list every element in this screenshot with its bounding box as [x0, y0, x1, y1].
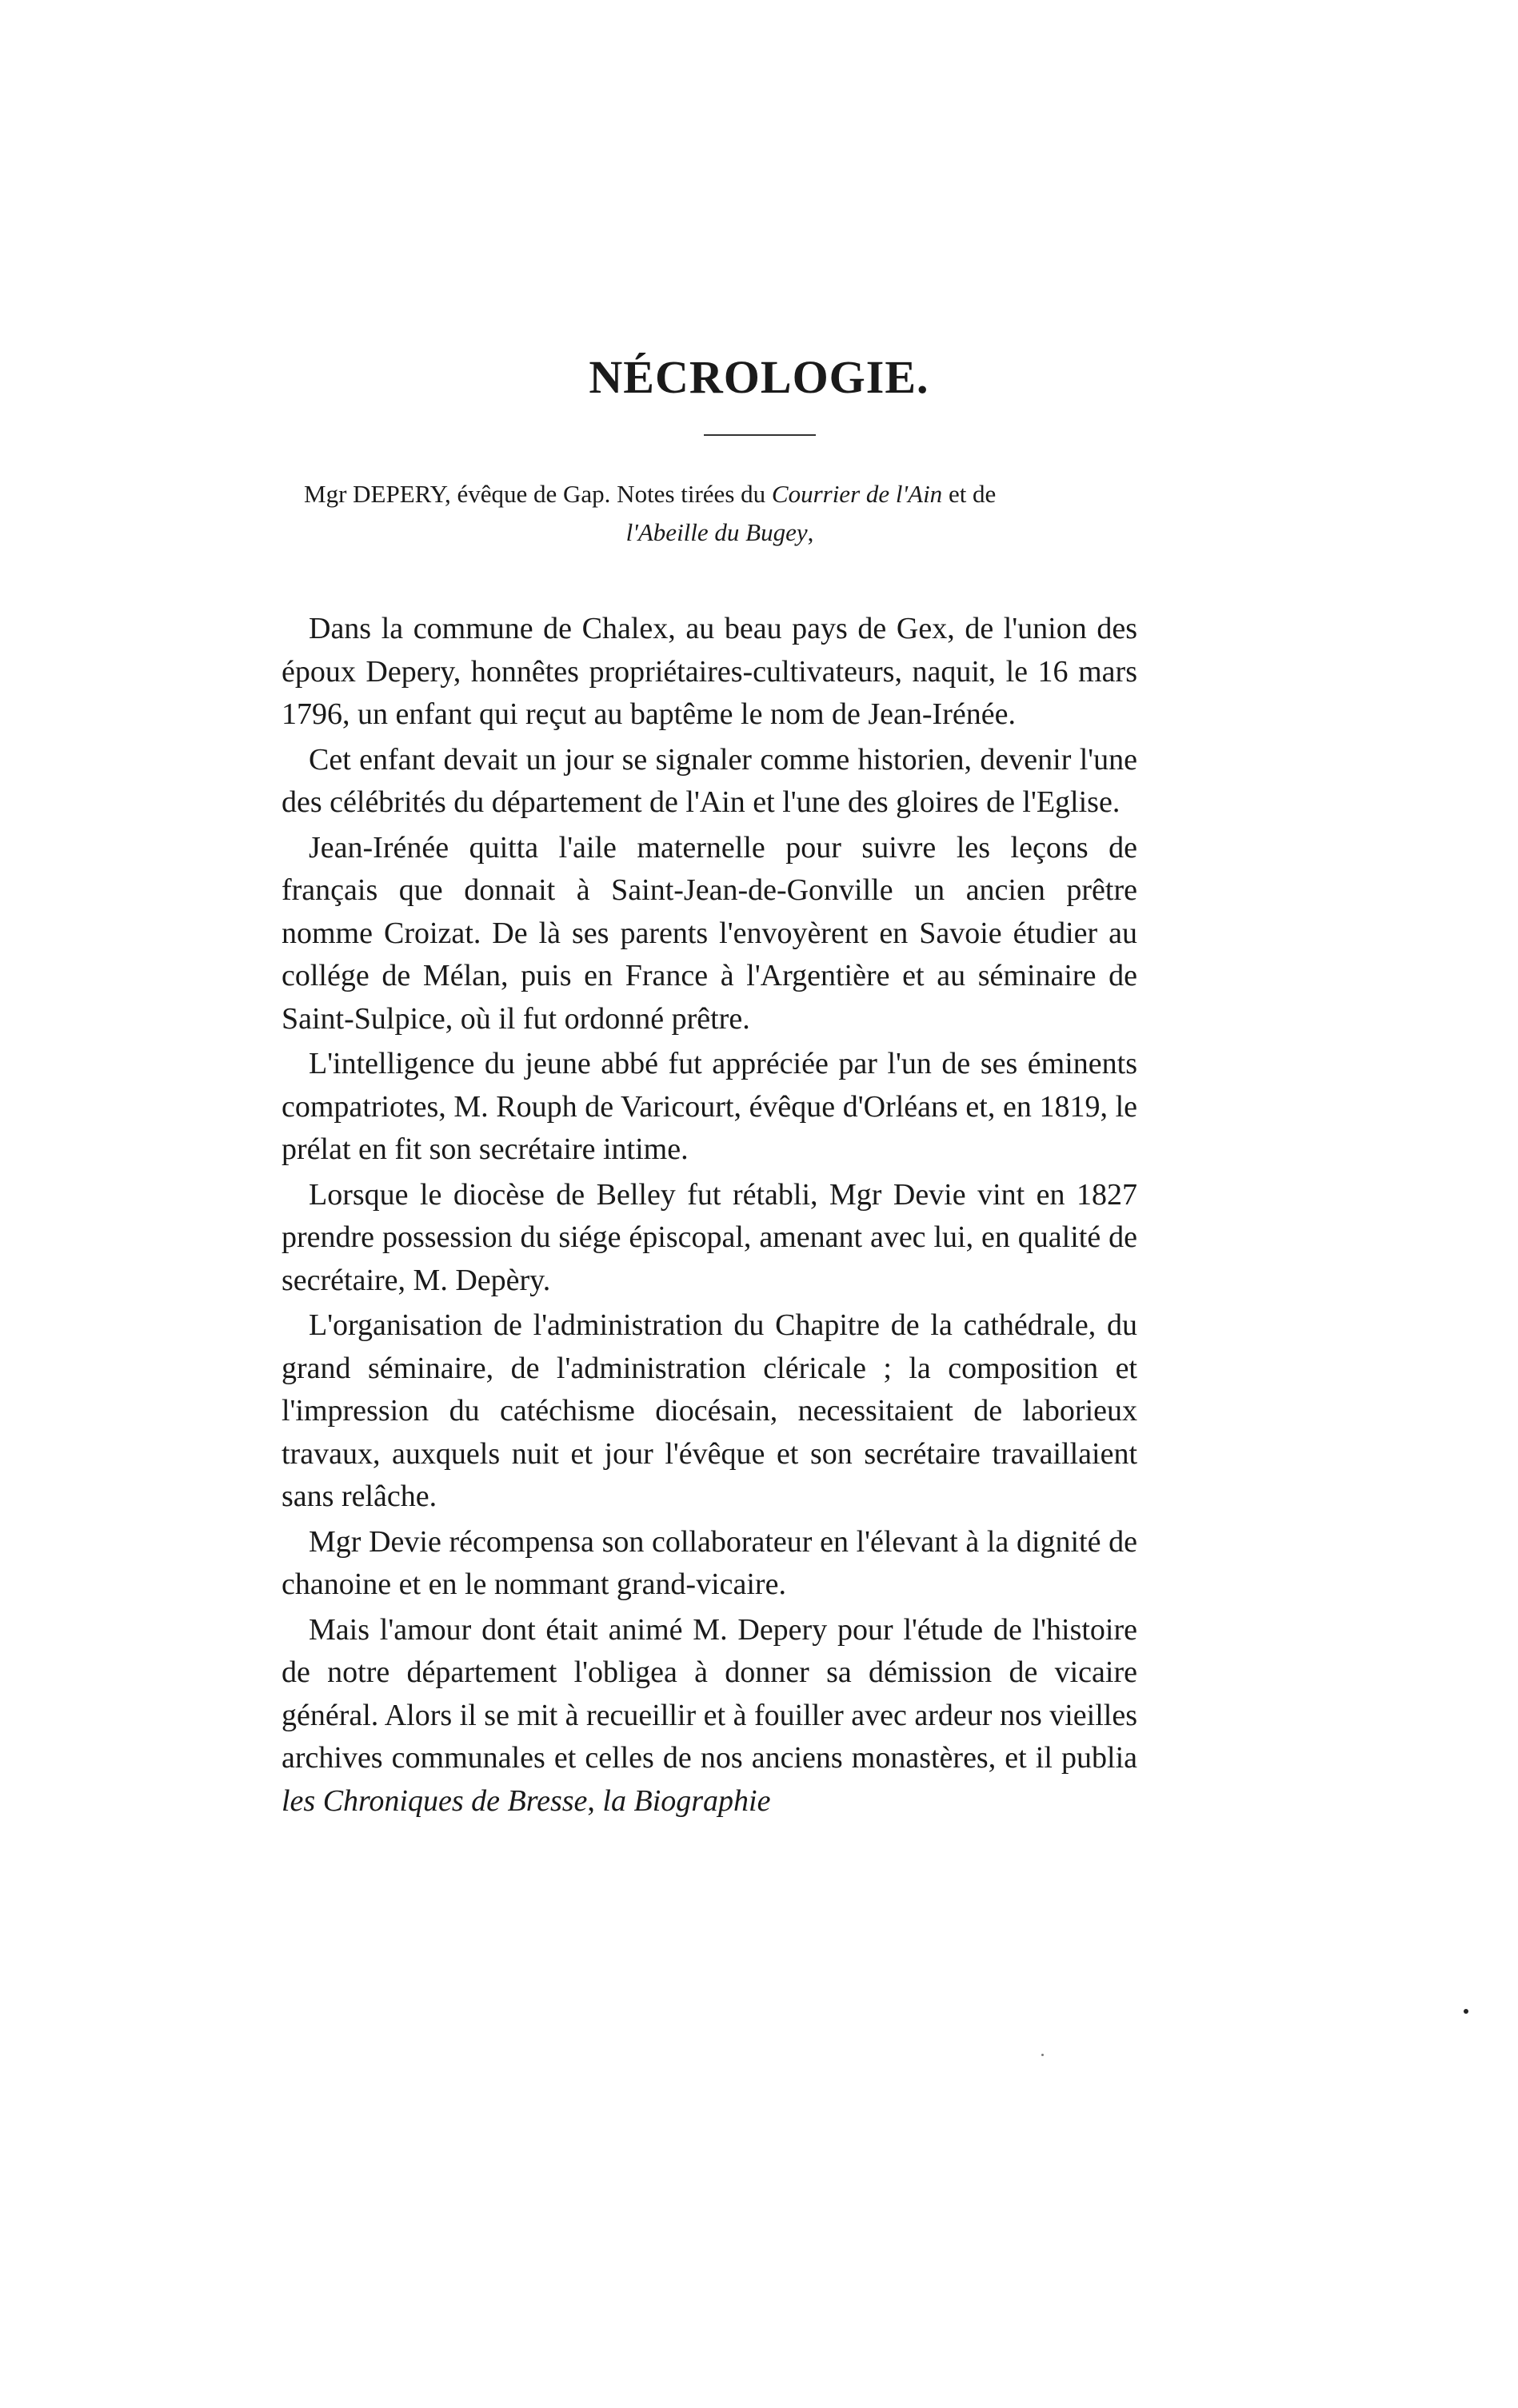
article-subtitle — [304, 475, 1136, 552]
paragraph-8-text: Mais l'amour dont était animé M. Depery pour l'étude de l'histoire de notre département l'obligea à donner sa démission de vicaire général. Alors il se mit à recueillir et à fouiller avec ardeur nos vieilles archives communales et celles de nos anciens monastères, et il publia — [282, 1612, 1137, 1775]
paragraph-8 — [282, 1609, 1137, 1823]
title-biographie: la Biographie — [602, 1783, 771, 1818]
subtitle-text: Mgr DEPERY, évêque de Gap. Notes tirées du — [304, 480, 772, 508]
title-rule — [704, 434, 816, 436]
subtitle-source-abeille: l'Abeille du Bugey — [625, 518, 808, 546]
subtitle-source-courrier: Courrier de l'Ain — [771, 480, 943, 508]
paragraph-1: Dans la commune de Chalex, au beau pays de Gex, de l'union des époux Depery, honnêtes propriétaires-cultivateurs, naquit, le 16 mars 1796, un enfant qui reçut au baptême le nom de Jean-Irénée. — [282, 612, 1137, 731]
subtitle-line-2 — [304, 513, 1136, 552]
subtitle-punct: , — [807, 518, 814, 546]
subtitle-line-1 — [304, 475, 1136, 513]
paragraph-4: L'intelligence du jeune abbé fut appréciée par l'un de ses éminents compatriotes, M. Rouph de Varicourt, évêque d'Orléans et, en 1819, le prélat en fit son secrétaire intime. — [282, 1047, 1137, 1166]
scan-speck — [1041, 2054, 1044, 2056]
article-body — [282, 608, 1137, 1825]
paragraph-6: L'organisation de l'administration du Chapitre de la cathédrale, du grand séminaire, de l'administration cléricale ; la composition et l'impression du catéchisme diocésain, necessitaient de laborieux travaux, auxquels nuit et jour l'évêque et son secrétaire travaillaient sans relâche. — [282, 1308, 1137, 1513]
title-chroniques-de-bresse: les Chroniques de Bresse — [282, 1783, 588, 1818]
paragraph-3: Jean-Irénée quitta l'aile maternelle pour suivre les leçons de français que donnait à Saint-Jean-de-Gonville un ancien prêtre nomme Croizat. De là ses parents l'envoyèrent en Savoie étudier au collége de Mélan, puis en France à l'Argentière et au séminaire de Saint-Sulpice, où il fut ordonné prêtre. — [282, 830, 1137, 1036]
page-title: NÉCROLOGIE. — [589, 351, 929, 403]
scan-speck — [1464, 2009, 1468, 2014]
paragraph-2: Cet enfant devait un jour se signaler comme historien, devenir l'une des célébrités du département de l'Ain et l'une des gloires de l'Eglise. — [282, 742, 1137, 819]
paragraph-5: Lorsque le diocèse de Belley fut rétabli, Mgr Devie vint en 1827 prendre possession du siége épiscopal, amenant avec lui, en qualité de secrétaire, M. Depèry. — [282, 1177, 1137, 1297]
paragraph-8-sep: , — [587, 1783, 603, 1818]
paragraph-7: Mgr Devie récompensa son collaborateur en l'élevant à la dignité de chanoine et en le nommant grand-vicaire. — [282, 1524, 1137, 1601]
subtitle-text-2: et de — [942, 480, 997, 508]
